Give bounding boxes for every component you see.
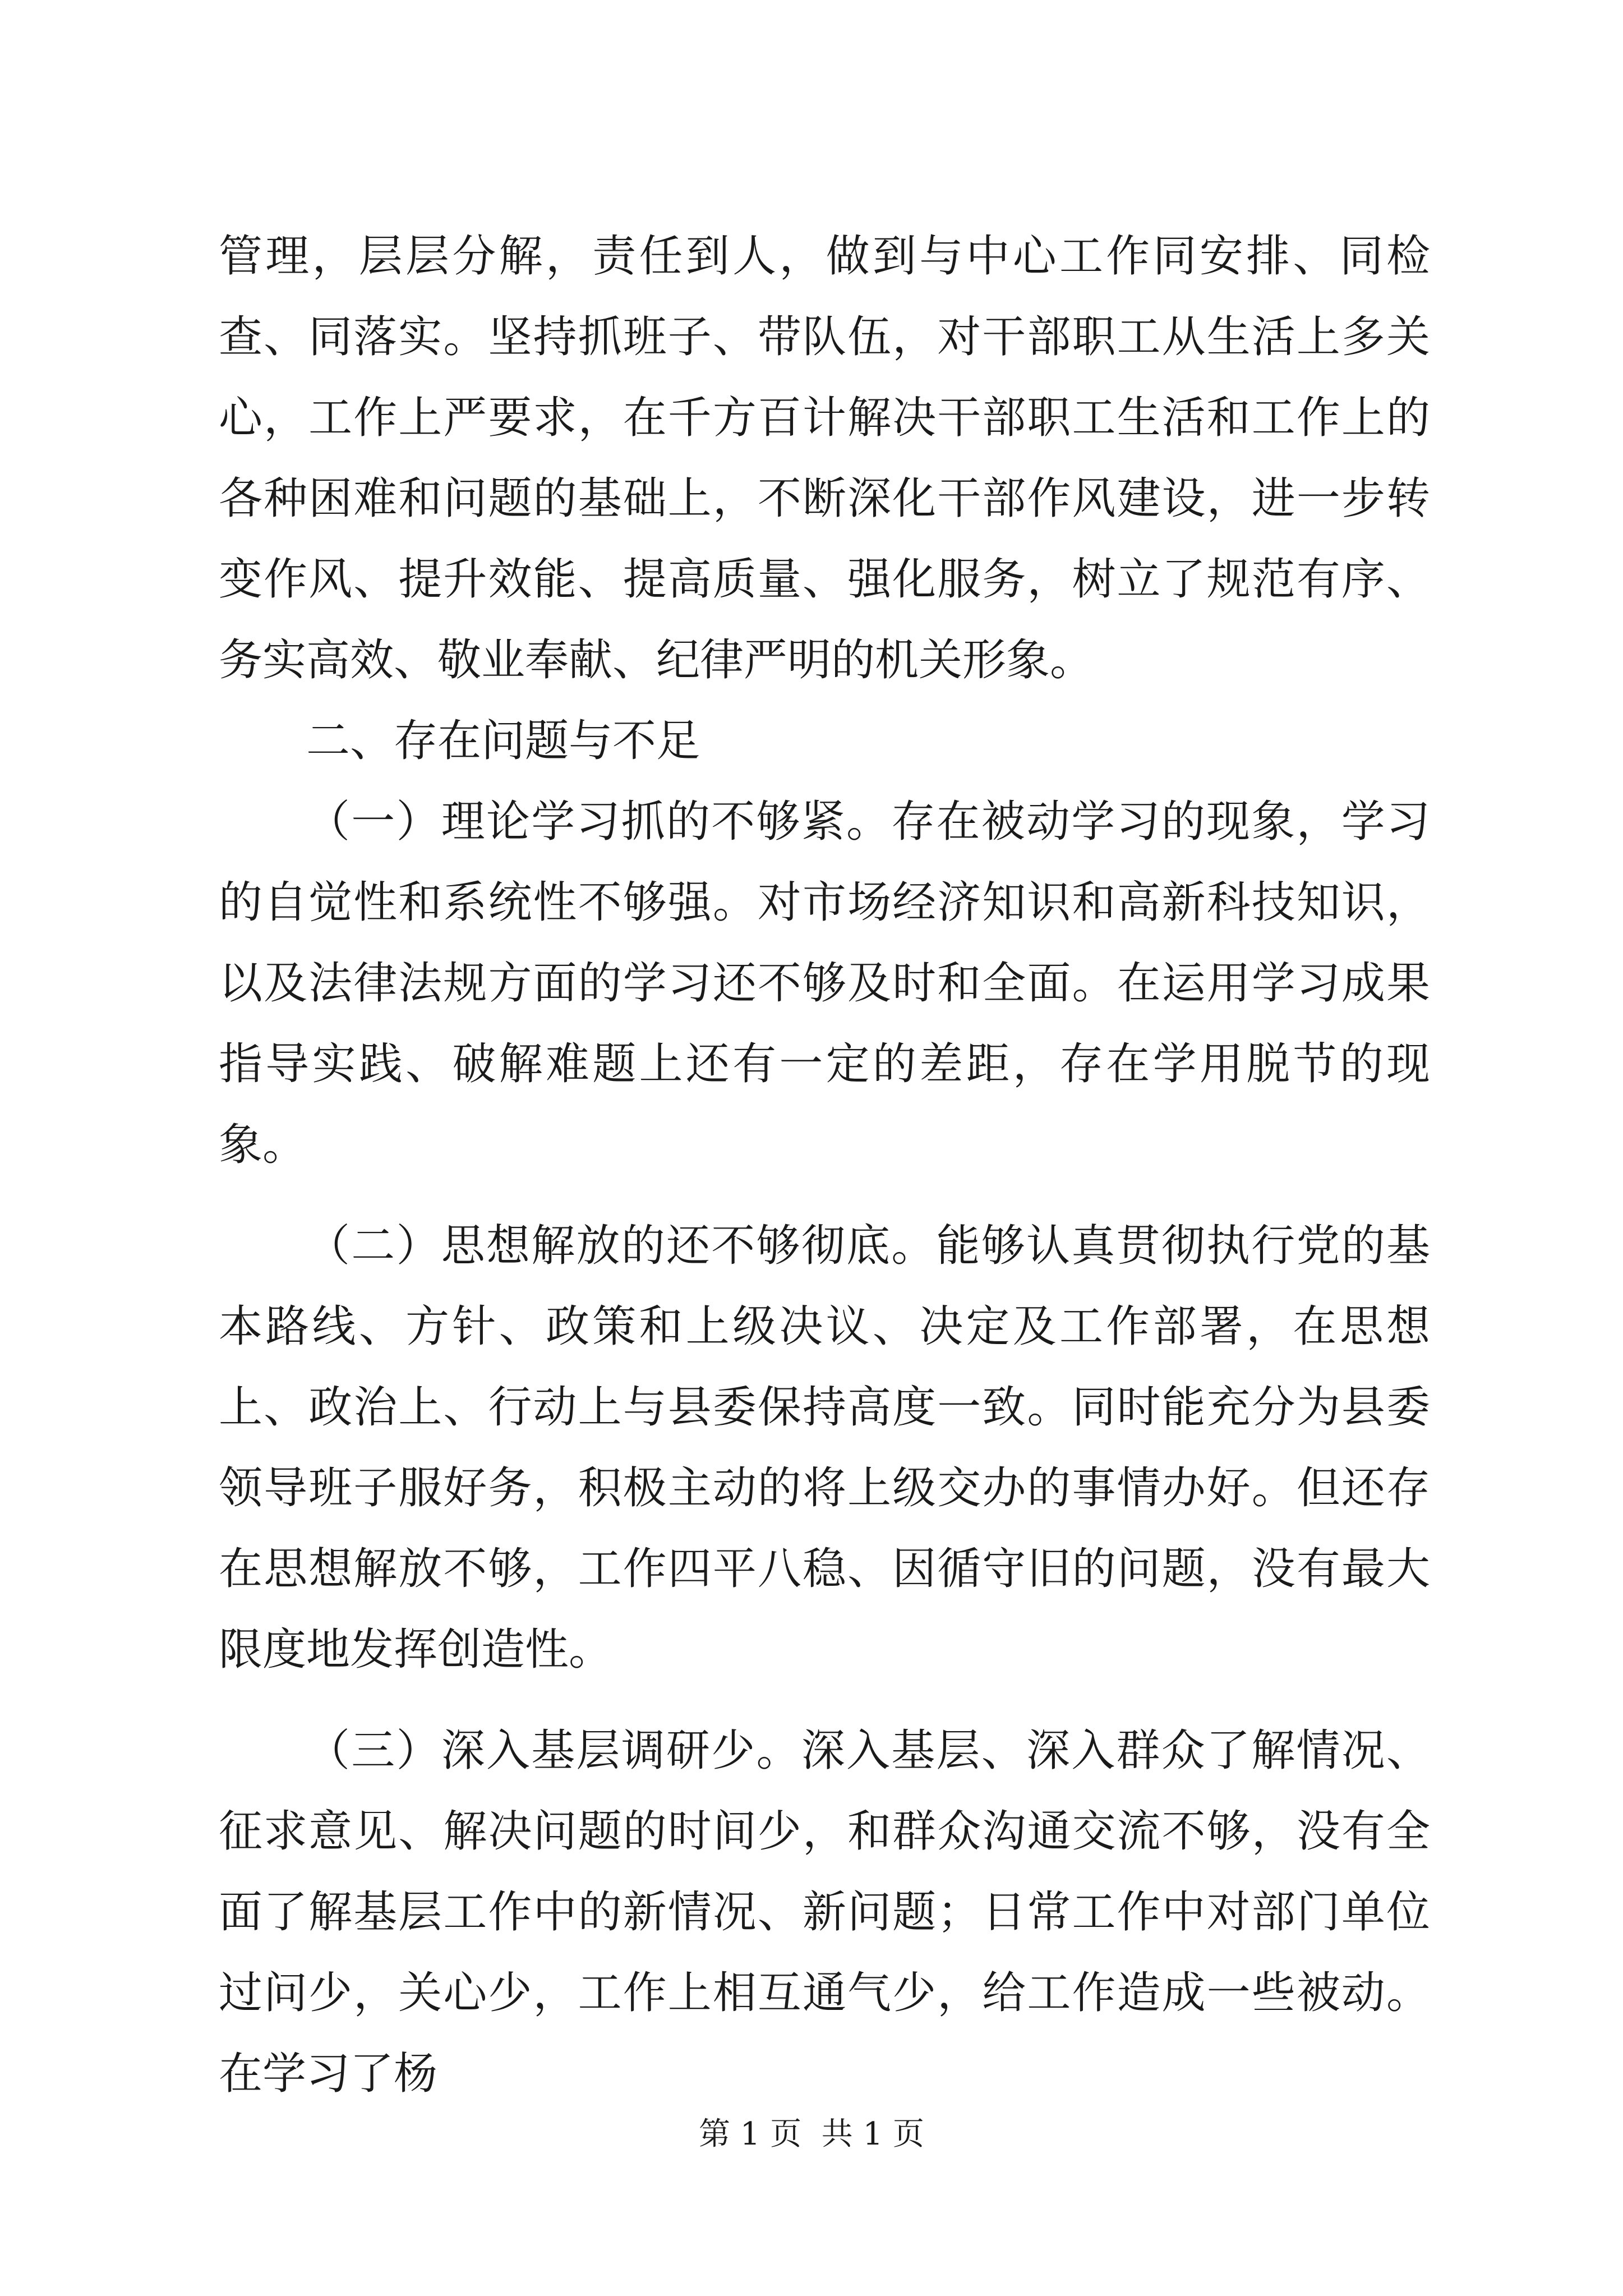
section-heading-problems: 二、存在问题与不足 [306, 716, 700, 766]
paragraph-grassroots-research: （三）深入基层调研少。深入基层、深入群众了解情况、征求意见、解决问题的时间少，和群众沟通交流不够，没有全面了解基层工作中的新情况、新问题；日常工作中对部门单位过问少，关心少，工作上相互通气少，给工作造成一些被动。在学习了杨 [219, 1726, 1430, 2099]
paragraph-theory-study: （一）理论学习抓的不够紧。存在被动学习的现象，学习的自觉性和系统性不够强。对市场经济知识和高新科技知识，以及法律法规方面的学习还不够及时和全面。在运用学习成果指导实践、破解难题上还有一定的差距，存在学用脱节的现象。 [219, 797, 1430, 1170]
paragraph-thought-liberation: （二）思想解放的还不够彻底。能够认真贯彻执行党的基本路线、方针、政策和上级决议、决定及工作部署，在思想上、政治上、行动上与县委保持高度一致。同时能充分为县委领导班子服好务，积极主动的将上级交办的事情办好。但还存在思想解放不够，工作四平八稳、因循守旧的问题，没有最大限度地发挥创造性。 [219, 1221, 1430, 1675]
page-number-footer: 第 1 页 共 1 页 [698, 2116, 925, 2152]
paragraph-continued: 管理，层层分解，责任到人，做到与中心工作同安排、同检查、同落实。坚持抓班子、带队伍，对干部职工从生活上多关心，工作上严要求，在千方百计解决干部职工生活和工作上的各种困难和问题的基础上，不断深化干部作风建设，进一步转变作风、提升效能、提高质量、强化服务，树立了规范有序、务实高效、敬业奉献、纪律严明的机关形象。 [219, 231, 1430, 685]
document-body [219, 216, 1430, 2114]
